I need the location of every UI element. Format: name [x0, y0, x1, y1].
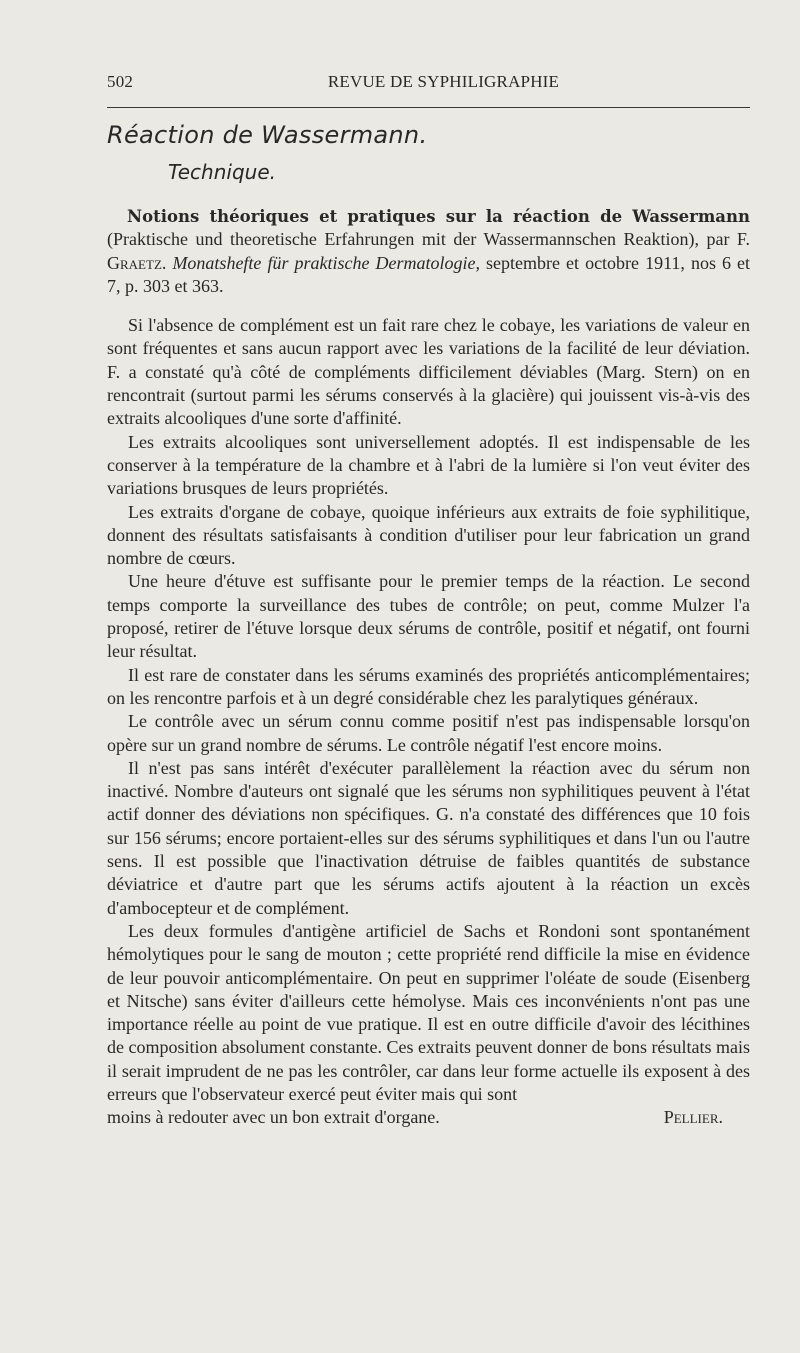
header-rule — [107, 107, 750, 108]
abstract-text — [107, 314, 750, 1129]
bibliographic-reference — [107, 205, 750, 298]
running-header — [107, 72, 750, 96]
paragraph-complement: Si l'absence de complément est un fait rare chez le cobaye, les variations de valeur en sont fréquentes et sans aucun rapport avec les variations de la facilité de leur déviation. F. a constaté qu'à côté de compléments difficilement déviables (Marg. Stern) on en rencontrait (surtout parmi les sérums conservés à la glacière) qui jouissent vis-à-vis des extraits alcooliques d'une sorte d'affinité. — [107, 315, 750, 429]
paragraph-alcoholic-extracts: Les extraits alcooliques sont universellement adoptés. Il est indispensable de les conserver à la température de la chambre et à l'abri de la lumière si l'on veut éviter des variations brusques de leurs propriétés. — [107, 431, 750, 499]
subsection-title: Technique. — [168, 160, 276, 184]
reference-author: Graetz — [107, 252, 162, 273]
closing-text: moins à redouter avec un bon extrait d'organe. — [107, 1107, 440, 1128]
paragraph-incubation: Une heure d'étuve est suffisante pour le premier temps de la réaction. Le second temps comporte la surveillance des tubes de contrôle; on peut, comme Mulzer l'a proposé, retirer de l'étuve lorsque deux sérums de contrôle, positif et négatif, ont fourni leur résultat. — [107, 571, 750, 662]
paragraph-guinea-pig-extracts: Les extraits d'organe de cobaye, quoique inférieurs aux extraits de foie syphilitique, donnent des résultats satisfaisants à condition d'utiliser pour leur fabrication un grand nombre de cœurs. — [107, 501, 750, 569]
paragraph-artificial-antigen: Les deux formules d'antigène artificiel de Sachs et Rondoni sont spontanément hémolytiques pour le sang de mouton ; cette propriété rend difficile la mise en évidence de leur pouvoir anticomplémentaire. On peut en supprimer l'oléate de soude (Eisenberg et Nitsche) sans éviter d'ailleurs cette hémolyse. Mais ces inconvénients n'ont pas une importance réelle au point de vue pratique. Il est en outre difficile d'avoir des lécithines de composition absolument constante. Ces extraits peuvent donner de bons résultats mais il serait imprudent de ne pas les contrôler, car dans leur forme actuelle ils exposent à des erreurs que l'observateur exercé peut éviter mais qui sont — [107, 920, 750, 1104]
reference-author-separator: . — [161, 252, 173, 273]
closing-line — [107, 1106, 750, 1129]
section-title: Réaction de Wassermann. — [107, 121, 428, 149]
paragraph-anticomplementary: Il est rare de constater dans les sérums examinés des propriétés anticomplémentaires; on les rencontre parfois et à un degré considérable chez les paralytiques généraux. — [107, 664, 750, 708]
reference-details: septembre et octobre 1911, nos 6 et 7, p. 303 et 363. — [107, 252, 751, 296]
author-signature: Pellier. — [663, 1107, 723, 1128]
reference-title: Notions théoriques et pratiques sur la réaction de Wassermann — [127, 207, 750, 226]
article-body — [107, 205, 750, 1130]
running-title: REVUE DE SYPHILIGRAPHIE — [327, 72, 560, 91]
reference-journal: Monatshefte für praktische Dermatologie, — [172, 252, 480, 273]
paragraph-controls: Le contrôle avec un sérum connu comme positif n'est pas indispensable lorsqu'on opère sur un grand nombre de sérums. Le contrôle négatif l'est encore moins. — [107, 711, 750, 755]
paragraph-non-inactivated-serum: Il n'est pas sans intérêt d'exécuter parallèlement la réaction avec du sérum non inactivé. Nombre d'auteurs ont signalé que les sérums non syphilitiques peuvent à l'état actif donner des déviations non spécifiques. G. n'a constaté des différences que 10 fois sur 156 sérums; encore portaient-elles sur des sérums syphilitiques et dans l'un ou l'autre sens. Il est possible que l'inactivation détruise de faibles quantités de substance déviatrice et d'autre part que les sérums actifs ajoutent à la réaction un excès d'ambocepteur et de complément. — [107, 757, 750, 918]
page-number: 502 — [107, 72, 134, 91]
reference-german-title: (Praktische und theoretische Erfahrungen mit der Wassermannschen Reaktion), par F. — [107, 229, 750, 250]
